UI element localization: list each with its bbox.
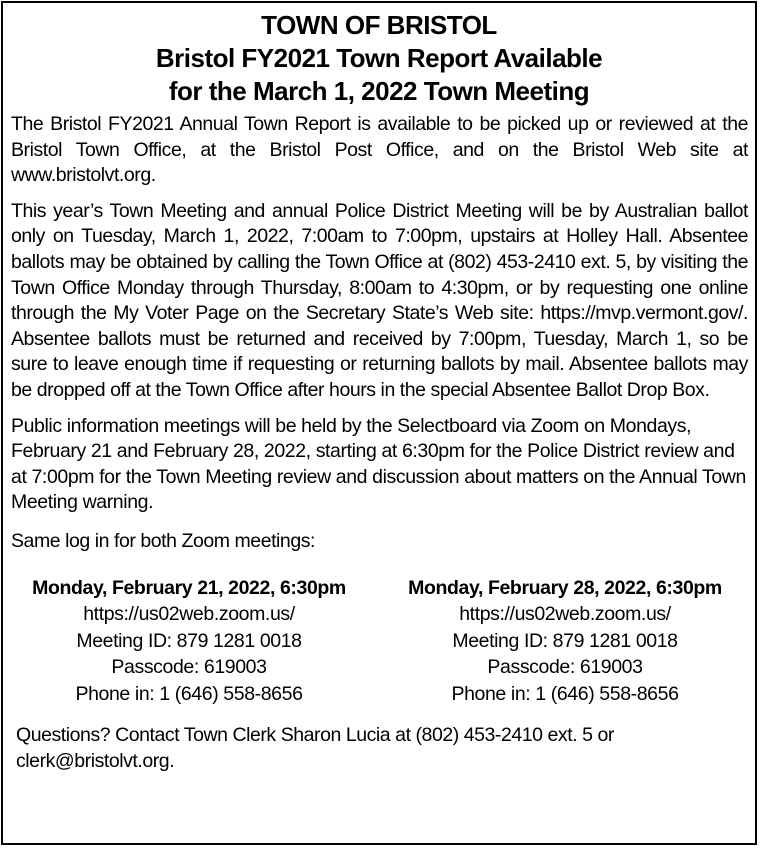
questions-contact [3,723,755,774]
headline: Bristol FY2021 Town Report Available [155,43,603,73]
subheadline: for the March 1, 2022 Town Meeting [168,76,590,106]
same-login-text: Same log in for both Zoom meetings: [11,529,315,552]
ballot-paragraph: This year’s Town Meeting and annual Police District Meeting will be by Australian ballot only on Tuesday, March 1, 2022, 7:00am to 7:00pm, upstairs at Holley Hall. Absentee ballots may be obtained by calling the Town Office at (802) 453-2410 ext. 5, by visiting the Town Office Monday through Thursday, 8:00am to 4:30pm, or by requesting one online through the My Voter Page on the Secretary State’s Web site: https://mvp.vermont.gov/. Absentee ballots must be returned and received by 7:00pm, Tuesday, March 1, so be sure to leave enough time if requesting or returning ballots by mail. Absentee ballots may be dropped off at the Town Office after hours in the special Absentee Ballot Drop Box. [11,199,748,401]
public-notice [1,1,757,845]
session-url: https://us02web.zoom.us/ [83,603,295,625]
town-title: TOWN OF BRISTOL [261,10,497,40]
session-passcode: Passcode: 619003 [111,656,267,678]
session-date: Monday, February 21, 2022, 6:30pm [32,576,346,599]
notice-header [3,3,755,108]
session-feb-28 [375,575,755,708]
zoom-sessions [3,575,755,708]
session-passcode: Passcode: 619003 [487,656,643,678]
town-report-paragraph: The Bristol FY2021 Annual Town Report is available to be picked up or reviewed at the Bristol Town Office, at the Bristol Post Office, and on the Bristol Web site at www.bristolvt.org. [11,113,748,187]
session-meeting-id: Meeting ID: 879 1281 0018 [452,629,678,652]
session-date: Monday, February 28, 2022, 6:30pm [408,576,722,599]
session-phone: Phone in: 1 (646) 558-8656 [451,682,679,705]
session-phone: Phone in: 1 (646) 558-8656 [75,682,303,705]
session-feb-21 [3,575,375,708]
session-url: https://us02web.zoom.us/ [459,603,671,625]
clerk-email: clerk@bristolvt.org. [16,749,175,772]
session-meeting-id: Meeting ID: 879 1281 0018 [76,629,302,652]
questions-line: Questions? Contact Town Clerk Sharon Lucia at (802) 453-2410 ext. 5 or [16,724,614,746]
public-info-paragraph: Public information meetings will be held by the Selectboard via Zoom on Mondays, February 21 and February 28, 2022, starting at 6:30pm for the Police District review and at 7:00pm for the Town Meeting review and discussion about matters on the Annual Town Meeting warning. [11,414,746,514]
